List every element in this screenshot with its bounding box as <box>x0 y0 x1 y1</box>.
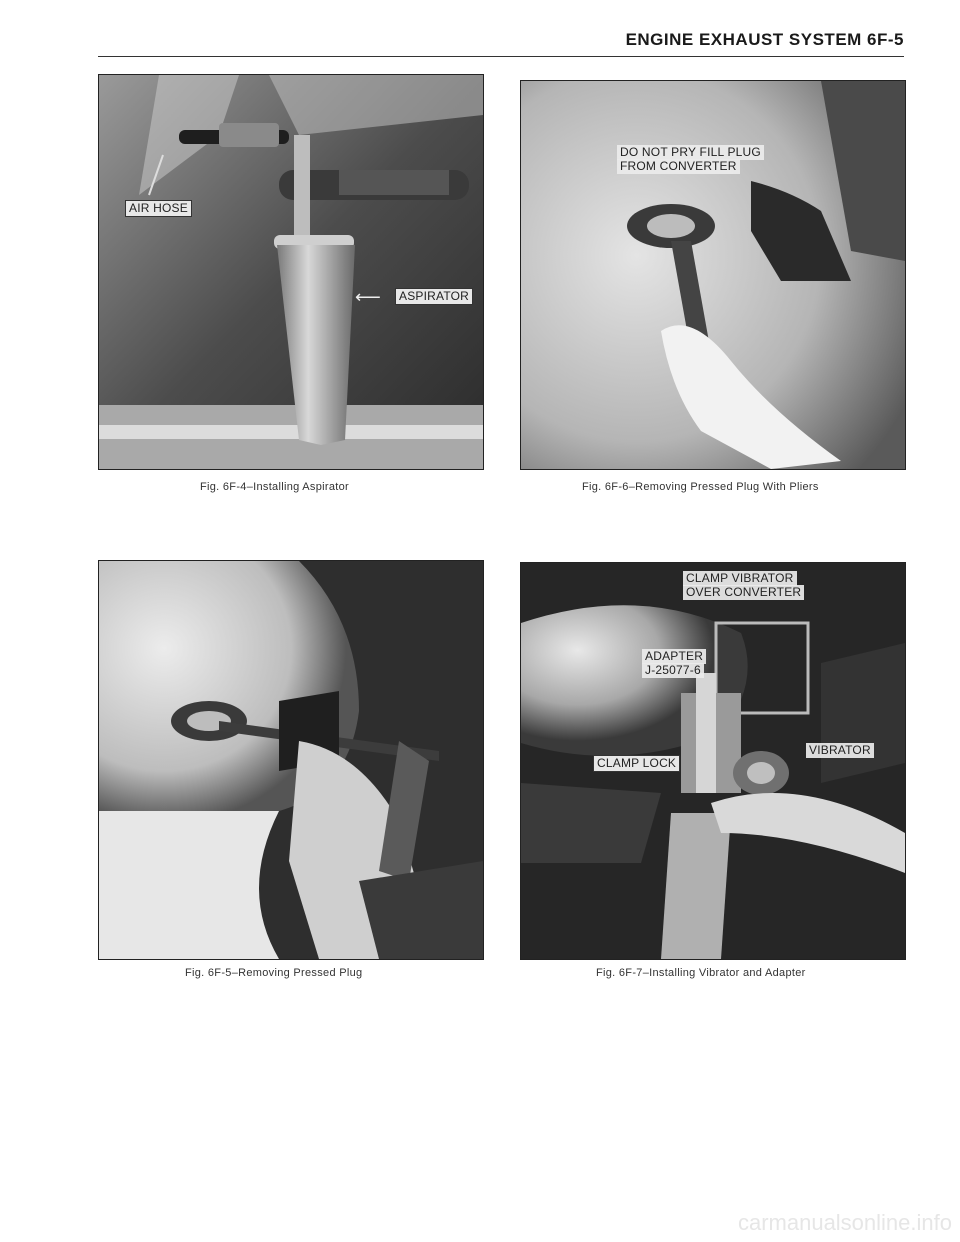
figure-6f-5-photo <box>98 560 484 960</box>
callout-vibrator: VIBRATOR <box>806 743 874 758</box>
callout-air-hose: AIR HOSE <box>125 200 192 217</box>
figure-6f-5-caption: Fig. 6F-5–Removing Pressed Plug <box>185 967 363 979</box>
callout-do-not-pry-line2: FROM CONVERTER <box>617 159 740 174</box>
arrow-icon: ⟵ <box>355 287 381 307</box>
callout-adapter-line2: J-25077-6 <box>642 663 704 678</box>
aspirator-photo-illustration <box>99 75 483 469</box>
callout-adapter-line1: ADAPTER <box>642 649 706 664</box>
page-title: ENGINE EXHAUST SYSTEM 6F-5 <box>625 30 904 49</box>
watermark: carmanualsonline.info <box>737 1210 952 1235</box>
vibrator-adapter-photo-illustration <box>521 563 905 959</box>
figure-6f-7-caption: Fig. 6F-7–Installing Vibrator and Adapter <box>596 967 806 979</box>
figure-6f-4-photo <box>98 74 484 470</box>
figure-6f-4-caption: Fig. 6F-4–Installing Aspirator <box>200 481 350 493</box>
figure-6f-7-photo <box>520 562 906 960</box>
pliers-photo-illustration <box>521 81 905 469</box>
callout-clamp-vibrator-line2: OVER CONVERTER <box>683 585 804 600</box>
header-rule <box>98 56 904 57</box>
callout-do-not-pry-line1: DO NOT PRY FILL PLUG <box>617 145 764 160</box>
pressed-plug-photo-illustration <box>99 561 483 959</box>
callout-aspirator: ASPIRATOR <box>395 288 473 305</box>
figure-6f-6-caption: Fig. 6F-6–Removing Pressed Plug With Pliers <box>582 481 819 493</box>
callout-clamp-lock: CLAMP LOCK <box>593 755 680 772</box>
figure-6f-6-photo <box>520 80 906 470</box>
callout-clamp-vibrator-line1: CLAMP VIBRATOR <box>683 571 797 586</box>
